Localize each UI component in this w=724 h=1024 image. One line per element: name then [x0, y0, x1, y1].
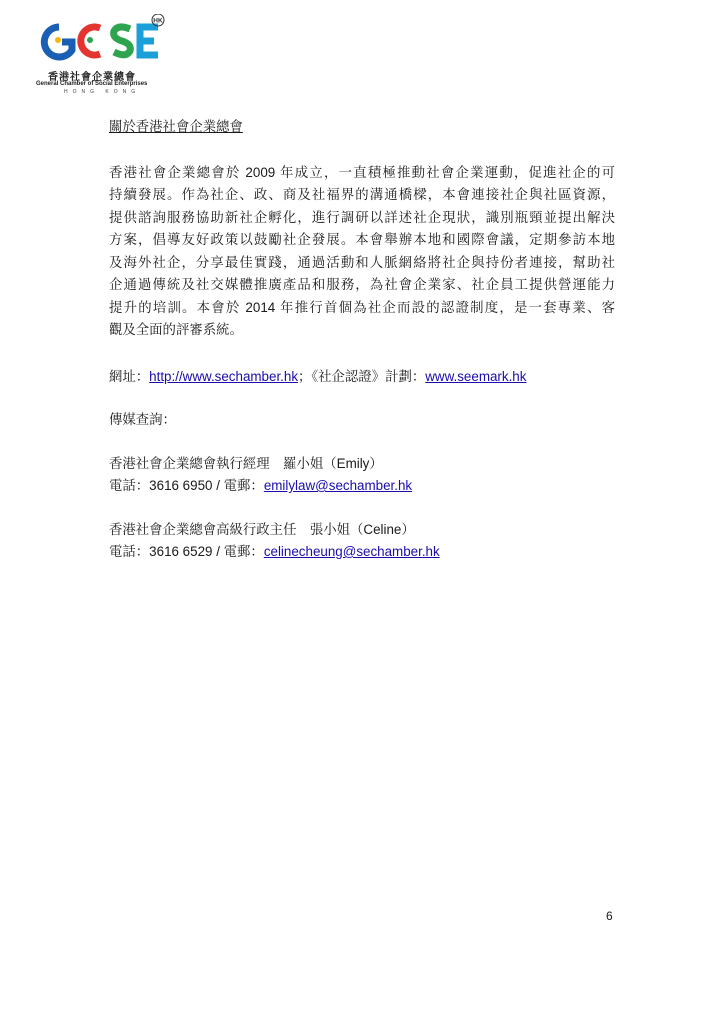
- contact-phone-line: [109, 475, 615, 498]
- website-label: 網址：: [109, 368, 150, 384]
- document-body: [109, 116, 615, 564]
- sechamber-link[interactable]: http://www.sechamber.hk: [149, 368, 299, 384]
- gcse-logo: [34, 14, 174, 94]
- gcse-logo-graphic: [34, 14, 174, 68]
- contact-celine: [109, 519, 615, 564]
- intro-line: 提供諮詢服務協助新社企孵化，進行調研以詳述社企現狀，識別瓶頸並提出解決: [109, 209, 615, 225]
- page-number: 6: [606, 909, 613, 923]
- intro-line: 提升的培訓。本會於 2014 年推行首個為社企而設的認證制度，是一套專業、客: [109, 299, 615, 315]
- intro-line: 方案，倡導友好政策以鼓勵社企發展。本會舉辦本地和國際會議，定期參訪本地: [109, 232, 615, 247]
- logo-english-name: General Chamber of Social Enterprises: [36, 81, 148, 87]
- logo-dot-1: [55, 37, 61, 43]
- media-enquiry-label: 傳媒查詢：: [109, 412, 176, 427]
- logo-letter-s: [114, 27, 131, 55]
- intro-paragraph: [109, 162, 615, 342]
- logo-chinese-name: 香港社會企業總會: [48, 72, 136, 83]
- contact-email-link[interactable]: celinecheung@sechamber.hk: [263, 544, 440, 559]
- contact-emily: [109, 453, 615, 498]
- logo-hk-badge-text: HK: [153, 17, 163, 25]
- website-line: [109, 366, 615, 389]
- logo-hong-kong: HONG KONG: [64, 89, 141, 95]
- contact-phone: 電話：3616 6950 / 電郵：: [109, 478, 264, 493]
- intro-line: 持續發展。作為社企、政、商及社福界的溝通橋樑，本會連接社企與社區資源，: [109, 187, 615, 202]
- contact-name: 香港社會企業總會高級行政主任 張小姐（Celine）: [109, 521, 415, 537]
- seemark-link[interactable]: www.seemark.hk: [425, 368, 527, 384]
- logo-dot-2: [87, 37, 93, 43]
- intro-line: 香港社會企業總會於 2009 年成立，一直積極推動社會企業運動，促進社企的可: [109, 164, 615, 180]
- contact-name: 香港社會企業總會執行經理 羅小姐（Emily）: [109, 455, 383, 471]
- section-heading: 關於香港社會企業總會: [109, 119, 243, 134]
- contact-email-link[interactable]: emilylaw@sechamber.hk: [263, 478, 413, 493]
- contact-phone-line: [109, 541, 615, 564]
- logo-letter-e: [140, 27, 158, 55]
- intro-last-line: 觀及全面的評審系統。: [109, 322, 243, 337]
- intro-line: 及海外社企，分享最佳實踐，通過活動和人脈網絡將社企與持份者連接，幫助社: [109, 254, 615, 270]
- contact-phone: 電話：3616 6529 / 電郵：: [109, 544, 264, 559]
- intro-line: 企通過傳統及社交媒體推廣產品和服務，為社會企業家、社企員工提供營運能力: [109, 277, 615, 292]
- website-separator: ；《社企認證》計劃：: [298, 368, 426, 384]
